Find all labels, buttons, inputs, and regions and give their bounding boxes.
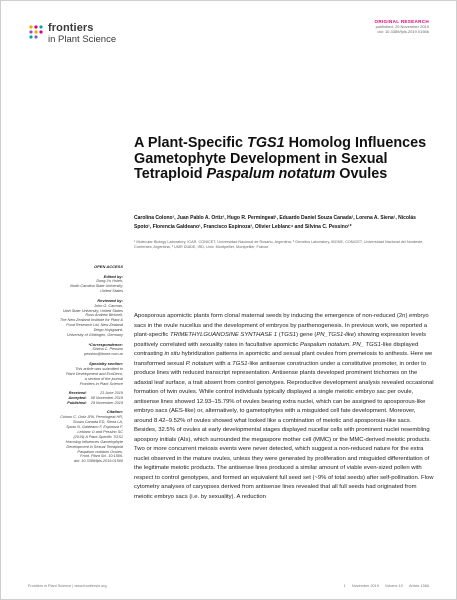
doi-link[interactable]: doi: 10.3389/fpls.2019.01566: [377, 29, 429, 35]
journal-section: in Plant Science: [48, 34, 117, 45]
article-type: ORIGINAL RESEARCH: [374, 19, 429, 24]
published-date: published: 29 November 2019: [375, 24, 429, 30]
abstract-text: (: [277, 332, 281, 338]
citation-label: Citation:: [106, 409, 123, 415]
citation-line: Homolog Influences Gametophyte: [65, 439, 123, 444]
correspondence-email[interactable]: pessino@ibone.com.ar: [84, 352, 123, 357]
footer-journal[interactable]: Frontiers in Plant Science | www.frontiersin.org: [28, 584, 107, 588]
specialty-line: Frontiers in Plant Science: [79, 381, 123, 386]
affiliations: ¹ Molecular Biology Laboratory, ICAR, CONICET, Universidad Nacional de Rosario, Argentina, ² Genetics Laboratory, IBONE, CONICET, Universidad Nacional del Nordeste, Corrientes, Argentina, ³ UMR DIADE, IRD, Univ. Montpellier, Montpellier, France: [134, 240, 424, 250]
abstract-italic: PN_ TGS1: [352, 341, 381, 348]
edited-by-line: Dong-Yu Hsieh,: [96, 279, 123, 284]
received-label: Received:: [68, 391, 87, 395]
reviewer-line: Ross Andrew Bicknell,: [85, 313, 123, 318]
footer-volume: Volume 10: [384, 584, 403, 588]
abstract-italic: TGS1: [232, 360, 248, 367]
citation-line: Souza Canada ED, Siena LA,: [72, 420, 123, 425]
journal-brand: frontiers: [48, 22, 94, 34]
title-part-2: Homolog Influences Gametophyte Development in Sexual Tetraploid: [134, 135, 427, 183]
abstract-text: -like displayed contrasting: [134, 341, 419, 357]
footer-page: 1: [343, 584, 346, 588]
abstract-italic: PN_TGS1-like: [316, 332, 355, 338]
abstract-text: ) showing expression levels positively correlated with sexuality rates in facultative apomictic: [134, 332, 427, 348]
title-italic-1: TGS1: [247, 135, 285, 151]
citation-line: Development in Sexual Tetraploid: [66, 444, 123, 449]
citation: [28, 410, 123, 464]
abstract-italic: TRIMETHYLGUANOSINE SYNTHASE 1: [170, 332, 278, 338]
author-list: Carolina Colono¹, Juan Pablo A. Ortiz¹, Hugo R. Permingeat¹, Eduardo Daniel Souza Canada², Lorena A. Siena¹, Nicolás Spoto¹, Florencia Galdeano¹, Francisco Espinoza³, Olivier Leblanc⁴ and Silvina C. Pessino¹*: [134, 215, 416, 230]
reviewer-line: University of Göttingen, Germany: [66, 333, 123, 338]
edited-by-label: Edited by:: [103, 273, 123, 279]
abstract-italic: P. notatum: [185, 360, 214, 367]
abstract-italic: TGS1: [280, 332, 297, 338]
reviewed-by: [28, 299, 123, 338]
article-title: [134, 136, 434, 183]
reviewer-line: Food Research Ltd, New Zealand: [66, 323, 123, 328]
abstract-italic: in situ: [164, 351, 180, 357]
abstract-text: hybridization patterns in apomictic and sexual plant ovules from premeiosis to anthesis. Here we transformed sexual: [134, 351, 433, 367]
footer-meta: [339, 584, 429, 588]
correspondence-label: *Correspondence:: [88, 341, 123, 347]
reviewer-line: Diego Hojsgaard,: [93, 328, 123, 333]
publication-meta: [374, 19, 429, 35]
history-dates: [28, 391, 123, 406]
abstract-text: with a: [213, 360, 233, 367]
footer-date: November 2019: [351, 584, 379, 588]
reviewer-line: John G. Carman,: [94, 303, 123, 308]
frontiers-logo-dots-icon: [28, 24, 44, 40]
abstract-text: ) gene (: [296, 332, 317, 338]
citation-line: Leblanc O and Pessino SC: [77, 429, 123, 434]
published-date-sidebar: 29 November 2019: [90, 400, 123, 405]
abstract-text: .: [349, 341, 353, 348]
title-part-3: Ovules: [335, 166, 388, 183]
accepted-date: 08 November 2019: [90, 395, 123, 400]
reviewer-line: Utah State University, United States: [62, 308, 123, 313]
specialty-line: a section of the journal: [84, 376, 123, 381]
open-access-label: OPEN ACCESS: [94, 264, 123, 269]
title-part-1: A Plant-Specific: [134, 135, 248, 151]
title-italic-2: Paspalum notatum: [206, 166, 336, 183]
reviewer-line: The New Zealand Institute for Plant &: [59, 318, 123, 323]
specialty-line: This article was submitted to: [75, 366, 123, 371]
abstract: [134, 312, 434, 502]
citation-line: (2019) A Plant-Specific TGS1: [73, 434, 123, 439]
specialty-section: [28, 362, 123, 387]
published-label: Published:: [67, 400, 87, 405]
edited-by-line: United States: [100, 289, 123, 294]
correspondence-name: Silvina C. Pessino: [92, 347, 123, 352]
citation-line: Spoto N, Galdeano F, Espinoza F,: [66, 425, 123, 430]
citation-line: Front. Plant Sci. 10:1566.: [80, 454, 123, 459]
reviewed-by-label: Reviewed by:: [97, 297, 123, 303]
specialty-line: Plant Development and EvoDevo,: [66, 371, 123, 376]
correspondence: [28, 343, 123, 358]
accepted-label: Accepted:: [68, 395, 87, 400]
abstract-text: -like antisense construction under a constitutive promoter, in order to produce lines with reduced transcript representation. Antisense plants developed prominent trichomes on the adaxial leaf surface, a trait absent from control genotypes. Reproductive development analysis revealed occasional formation of twin ovules. While control individuals typically displayed a single meiotic embryo sac per ovule, antisense lines showed 12.93–15.79% of ovules bearing extra nuclei, which can be assigned to aposporous-like embryo sacs (AES-like) or, alternatively, to gametophytes with a misguided cell fate development. Moreover, around 8.42–9.52% of ovules showed what looked like a combination of meiotic and aposporous-like sacs. Besides, 32.5% of ovules at early developmental stages displayed nucellar cells with prominent nuclei resembling apospory initials (AIs), which surrounded the megaspore mother cell (MMC) or the MMC-derived meiotic products. Two or more concurrent meiosis events were never detected, which suggest a non-reduced nature for the extra nuclei observed in the mature ovules, unless they were generated by proliferation and misguided differentiation of the legitimate meiotic products. The antisense lines produced a similar amount of viable even-sized pollen with respect to control genotypes, and formed an equivalent full seed set (~9% of total seeds) after self-pollination. Flow cytometry analyses of caryopses derived from antisense lines revealed that all full seeds had originated from meiotic embryo sacs (i.e. by sexuality). A reduction: [134, 360, 434, 500]
citation-line[interactable]: doi: 10.3389/fpls.2019.01566: [74, 459, 123, 464]
edited-by-line: North Carolina State University,: [70, 284, 123, 289]
article-info-sidebar: [28, 265, 123, 469]
abstract-text: Aposporous apomictic plants form clonal maternal seeds by inducing the emergence of non-reduced (2n) embryo sacs in the ovule nucellus and the development of embryos by parthenogenesis. In previous work, we reported a plant-specific: [134, 313, 429, 338]
citation-line: Colono C, Ortiz JPA, Permingeat HR,: [60, 415, 123, 420]
received-date: 23 June 2019: [99, 391, 123, 395]
footer-article: Article 1566: [408, 584, 429, 588]
edited-by: [28, 275, 123, 295]
citation-line: Paspalum notatum Ovules.: [77, 449, 123, 454]
specialty-label: Specialty section:: [88, 360, 123, 366]
abstract-italic: Paspalum notatum: [300, 341, 350, 348]
